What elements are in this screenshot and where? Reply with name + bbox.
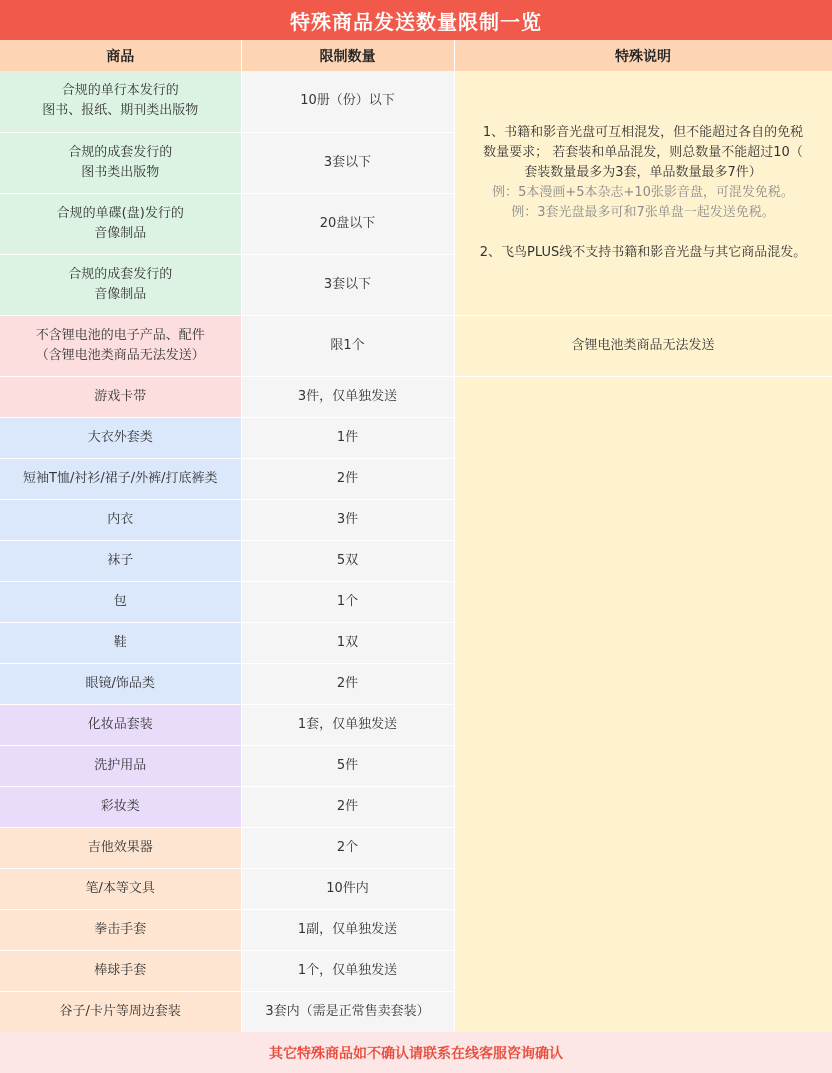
- item-name: 笔/本等文具: [0, 868, 241, 909]
- limit-cell: 3套以下: [241, 254, 454, 315]
- note-text: 套装数量最多为3套，单品数量最多7件）: [524, 164, 762, 180]
- item-cell: [0, 254, 241, 315]
- header-note: 特殊说明: [454, 40, 832, 71]
- header-limit: 限制数量: [241, 40, 454, 71]
- header-item: 商品: [0, 40, 241, 71]
- limit-cell: 1个，仅单独发送: [241, 950, 454, 991]
- limits-table: [0, 40, 832, 1033]
- limit-cell: 2件: [241, 663, 454, 704]
- footer-notice: 其它特殊商品如不确认请联系在线客服咨询确认: [0, 1032, 832, 1073]
- item-name-sub: 音像制品: [94, 286, 147, 302]
- limit-cell: 3件: [241, 499, 454, 540]
- item-name-sub: 音像制品: [94, 225, 147, 241]
- item-name: 吉他效果器: [0, 827, 241, 868]
- item-cell: [0, 132, 241, 193]
- item-name: 合规的成套发行的: [68, 266, 173, 282]
- item-name: 眼镜/饰品类: [0, 663, 241, 704]
- note-example: 例：3套光盘最多可和7张单盘一起发送免税。: [511, 204, 775, 220]
- limit-cell: 5双: [241, 540, 454, 581]
- limit-cell: 20盘以下: [241, 193, 454, 254]
- item-name: 不含锂电池的电子产品、配件: [35, 327, 205, 343]
- item-name: 包: [0, 581, 241, 622]
- item-name: 谷子/卡片等周边套装: [0, 991, 241, 1032]
- item-cell: [0, 71, 241, 132]
- item-name-sub: （含锂电池类商品无法发送）: [35, 347, 205, 363]
- item-name: 合规的单碟(盘)发行的: [56, 205, 184, 221]
- empty-note-cell: [454, 376, 832, 1032]
- media-note-cell: [454, 71, 832, 315]
- item-name: 袜子: [0, 540, 241, 581]
- limit-cell: 5件: [241, 745, 454, 786]
- table-row: [0, 315, 832, 376]
- item-name: 鞋: [0, 622, 241, 663]
- limit-cell: 1套，仅单独发送: [241, 704, 454, 745]
- item-name: 洗护用品: [0, 745, 241, 786]
- note-text: 1、书籍和影音光盘可互相混发，但不能超过各自的免税: [482, 124, 804, 140]
- note-text: 数量要求； 若套装和单品混发，则总数量不能超过10（: [483, 144, 803, 160]
- note-text: 2、飞鸟PLUS线不支持书籍和影音光盘与其它商品混发。: [479, 244, 807, 260]
- note-example: 例：5本漫画+5本杂志+10张影音盘，可混发免税。: [492, 184, 794, 200]
- item-name: 游戏卡带: [0, 376, 241, 417]
- item-name: 合规的成套发行的: [68, 144, 173, 160]
- item-name-sub: 图书、报纸、期刊类出版物: [42, 103, 199, 119]
- limit-cell: 10册（份）以下: [241, 71, 454, 132]
- page-title: 特殊商品发送数量限制一览: [0, 0, 832, 40]
- limit-cell: 1个: [241, 581, 454, 622]
- limit-cell: 3件，仅单独发送: [241, 376, 454, 417]
- item-name: 大衣外套类: [0, 417, 241, 458]
- limit-cell: 限1个: [241, 315, 454, 376]
- limit-cell: 3套内（需是正常售卖套装）: [241, 991, 454, 1032]
- limit-cell: 1双: [241, 622, 454, 663]
- limit-cell: 2件: [241, 786, 454, 827]
- table-header-row: [0, 40, 832, 71]
- battery-note-cell: 含锂电池类商品无法发送: [454, 315, 832, 376]
- table-row: [0, 71, 832, 132]
- limit-cell: 1件: [241, 417, 454, 458]
- item-name: 合规的单行本发行的: [61, 83, 179, 99]
- limit-cell: 2件: [241, 458, 454, 499]
- table-row: [0, 376, 832, 417]
- item-cell: [0, 315, 241, 376]
- item-name: 化妆品套装: [0, 704, 241, 745]
- item-name: 拳击手套: [0, 909, 241, 950]
- limit-cell: 3套以下: [241, 132, 454, 193]
- item-cell: [0, 193, 241, 254]
- limit-cell: 1副，仅单独发送: [241, 909, 454, 950]
- item-name: 内衣: [0, 499, 241, 540]
- item-name: 彩妆类: [0, 786, 241, 827]
- item-name-sub: 图书类出版物: [81, 164, 160, 180]
- limit-cell: 2个: [241, 827, 454, 868]
- limit-cell: 10件内: [241, 868, 454, 909]
- item-name: 棒球手套: [0, 950, 241, 991]
- item-name: 短袖T恤/衬衫/裙子/外裤/打底裤类: [0, 458, 241, 499]
